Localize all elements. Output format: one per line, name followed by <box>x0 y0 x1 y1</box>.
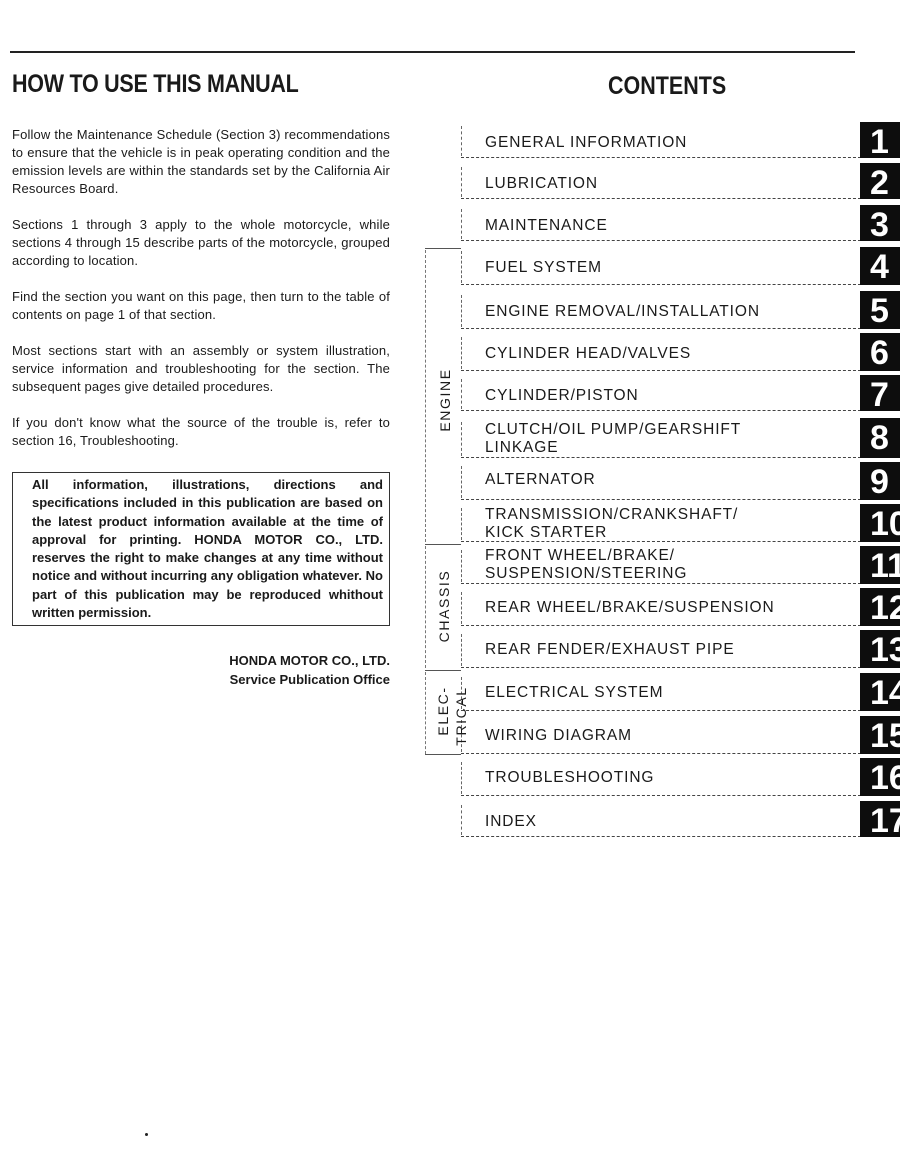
section-tab-number: 10 <box>870 505 908 543</box>
toc-item-divider <box>461 541 861 542</box>
toc-item-divider <box>461 753 861 754</box>
toc-item-label: REAR FENDER/EXHAUST PIPE <box>485 641 735 658</box>
toc-item[interactable] <box>461 504 908 544</box>
electrical-group-top-rule <box>425 670 461 671</box>
section-tab[interactable] <box>860 247 900 285</box>
section-tab[interactable] <box>860 462 900 500</box>
office-name: Service Publication Office <box>229 672 390 688</box>
toc-item-divider <box>461 284 861 285</box>
top-rule <box>10 51 855 53</box>
how-to-use-section <box>12 68 390 689</box>
toc-item-label: FUEL SYSTEM <box>485 259 602 276</box>
toc-item-label: TROUBLESHOOTING <box>485 769 655 786</box>
section-tab-number: 1 <box>870 123 889 161</box>
section-tab-number: 3 <box>870 206 889 244</box>
paragraph-maintenance: Follow the Maintenance Schedule (Section 3) recommendations to ensure that the vehicle is in peak operating condition and the emission levels are within the standards set by the California Air Resources Board. <box>12 127 390 196</box>
toc-item-label: REAR WHEEL/BRAKE/SUSPENSION <box>485 599 775 616</box>
toc-item[interactable] <box>461 546 906 586</box>
engine-group-label: ENGINE <box>437 368 453 432</box>
toc-item-divider <box>461 457 861 458</box>
toc-item-label: ENGINE REMOVAL/INSTALLATION <box>485 303 760 320</box>
toc-item-divider <box>461 370 861 371</box>
toc-item[interactable] <box>461 758 908 798</box>
toc-item[interactable] <box>461 205 897 243</box>
toc-item-divider <box>461 625 861 626</box>
page-title: HOW TO USE THIS MANUAL <box>12 70 299 98</box>
section-tab[interactable] <box>860 546 906 585</box>
section-tab[interactable] <box>860 758 908 797</box>
section-tab-number: 17 <box>870 802 908 840</box>
section-tab[interactable] <box>860 716 908 755</box>
paragraph-find: Find the section you want on this page, then turn to the table of contents on page 1 of that section. <box>12 289 390 322</box>
toc-item-divider <box>461 710 861 711</box>
section-tab[interactable] <box>860 291 900 329</box>
toc-item[interactable] <box>461 462 897 502</box>
section-tab[interactable] <box>860 122 900 161</box>
toc-left-rule <box>461 379 462 409</box>
toc-item-label: CLUTCH/OIL PUMP/GEARSHIFT <box>485 421 742 438</box>
toc-left-rule <box>461 337 462 369</box>
toc-item-divider <box>461 198 861 199</box>
section-tab[interactable] <box>860 630 908 669</box>
paragraph-sections: Sections 1 through 3 apply to the whole motorcycle, while sections 4 through 15 describe parts of the motorcycle, grouped according to location. <box>12 217 390 268</box>
toc-item[interactable] <box>461 291 897 331</box>
toc-left-rule <box>461 508 462 540</box>
section-tab[interactable] <box>860 163 900 202</box>
toc-item-divider <box>461 667 861 668</box>
electrical-group-label-2: TRICAL <box>453 686 469 746</box>
toc-item[interactable] <box>461 801 908 840</box>
toc-item[interactable] <box>461 673 908 713</box>
toc-item-label: ELECTRICAL SYSTEM <box>485 684 664 701</box>
toc-left-rule <box>461 209 462 239</box>
toc-item[interactable] <box>461 418 897 460</box>
toc-left-rule <box>461 762 462 794</box>
section-tab[interactable] <box>860 205 900 244</box>
paragraph-structure: Most sections start with an assembly or system illustration, service information and troubleshooting for the section. The subsequent pages give detailed procedures. <box>12 343 390 394</box>
section-tab-number: 4 <box>870 248 889 286</box>
section-tab-number: 8 <box>870 419 889 457</box>
paragraph-troubleshooting: If you don't know what the source of the trouble is, refer to section 16, Troubleshooting. <box>12 415 390 448</box>
toc-item[interactable] <box>461 122 897 160</box>
section-tab-number: 12 <box>870 589 908 627</box>
toc-item-label: GENERAL INFORMATION <box>485 134 688 151</box>
section-tab[interactable] <box>860 375 900 414</box>
section-tab-number: 9 <box>870 463 889 501</box>
section-tab-number: 15 <box>870 717 908 755</box>
toc-left-rule <box>461 167 462 197</box>
chassis-group-label: CHASSIS <box>436 569 452 643</box>
toc-left-rule <box>461 126 462 156</box>
toc-item-label: INDEX <box>485 813 537 830</box>
toc-left-rule <box>461 805 462 835</box>
toc-item-divider <box>461 240 861 241</box>
toc-item-divider <box>461 328 861 329</box>
toc-item-divider <box>461 836 861 837</box>
toc-left-rule <box>461 550 462 582</box>
chassis-group-top-rule <box>425 544 461 545</box>
toc-item-divider <box>461 410 861 411</box>
toc-left-rule <box>461 295 462 327</box>
toc-item-label-line2: LINKAGE <box>485 439 559 456</box>
toc-item[interactable] <box>461 375 897 413</box>
toc-item-label: TRANSMISSION/CRANKSHAFT/ <box>485 506 739 523</box>
speck-mark <box>145 1133 148 1136</box>
section-tab[interactable] <box>860 333 900 371</box>
toc-left-rule <box>461 634 462 666</box>
toc-left-rule <box>461 422 462 456</box>
toc-item-label: CYLINDER HEAD/VALVES <box>485 345 692 362</box>
contents-title: CONTENTS <box>608 72 727 100</box>
toc-item-label: CYLINDER/PISTON <box>485 387 639 404</box>
electrical-group-label-1: ELEC- <box>435 686 451 736</box>
toc-item-label-line2: SUSPENSION/STEERING <box>485 565 688 582</box>
toc-item-label-line2: KICK STARTER <box>485 524 608 541</box>
toc-left-rule <box>461 251 462 283</box>
toc-item-label: LUBRICATION <box>485 175 598 192</box>
toc-item-label: FRONT WHEEL/BRAKE/ <box>485 547 675 564</box>
section-tab[interactable] <box>860 801 908 840</box>
electrical-group-bottom-rule <box>425 754 461 755</box>
toc-item-divider <box>461 499 861 500</box>
toc-item[interactable] <box>461 716 908 756</box>
toc-left-rule <box>461 592 462 624</box>
section-tab[interactable] <box>860 418 900 458</box>
copyright-notice: All information, illustrations, directions and specifications included in this publication are based on the latest product information available at the time of approval for printing. HONDA MOTOR CO., LTD. reserves the right to make changes at any time without notice and without incurring any obligation whatever. No part of this publication may be reproduced whithout written permission. <box>12 472 390 626</box>
publisher-block <box>12 651 390 689</box>
toc-item[interactable] <box>461 630 908 670</box>
toc-item-label: ALTERNATOR <box>485 471 596 488</box>
toc-item[interactable] <box>461 333 897 373</box>
section-tab-number: 11 <box>870 547 906 585</box>
section-tab-number: 2 <box>870 164 889 202</box>
toc-item[interactable] <box>461 163 897 201</box>
toc-left-rule <box>461 466 462 498</box>
toc-item[interactable] <box>461 247 897 287</box>
toc-item-divider <box>461 795 861 796</box>
section-tab-number: 13 <box>870 631 908 669</box>
section-tab-number: 7 <box>870 376 889 414</box>
toc-item-label: MAINTENANCE <box>485 217 608 234</box>
section-tab[interactable] <box>860 588 908 627</box>
company-name: HONDA MOTOR CO., LTD. <box>229 653 390 669</box>
toc-item-divider <box>461 157 861 158</box>
toc-item[interactable] <box>461 588 908 628</box>
section-tab-number: 16 <box>870 759 908 797</box>
engine-group-top-rule <box>425 248 461 249</box>
section-tab-number: 6 <box>870 334 889 372</box>
section-tab-number: 14 <box>870 674 908 712</box>
toc-item-divider <box>461 583 861 584</box>
section-tab-number: 5 <box>870 292 889 330</box>
section-tab[interactable] <box>860 504 908 543</box>
section-tab[interactable] <box>860 673 908 712</box>
toc-item-label: WIRING DIAGRAM <box>485 727 632 744</box>
